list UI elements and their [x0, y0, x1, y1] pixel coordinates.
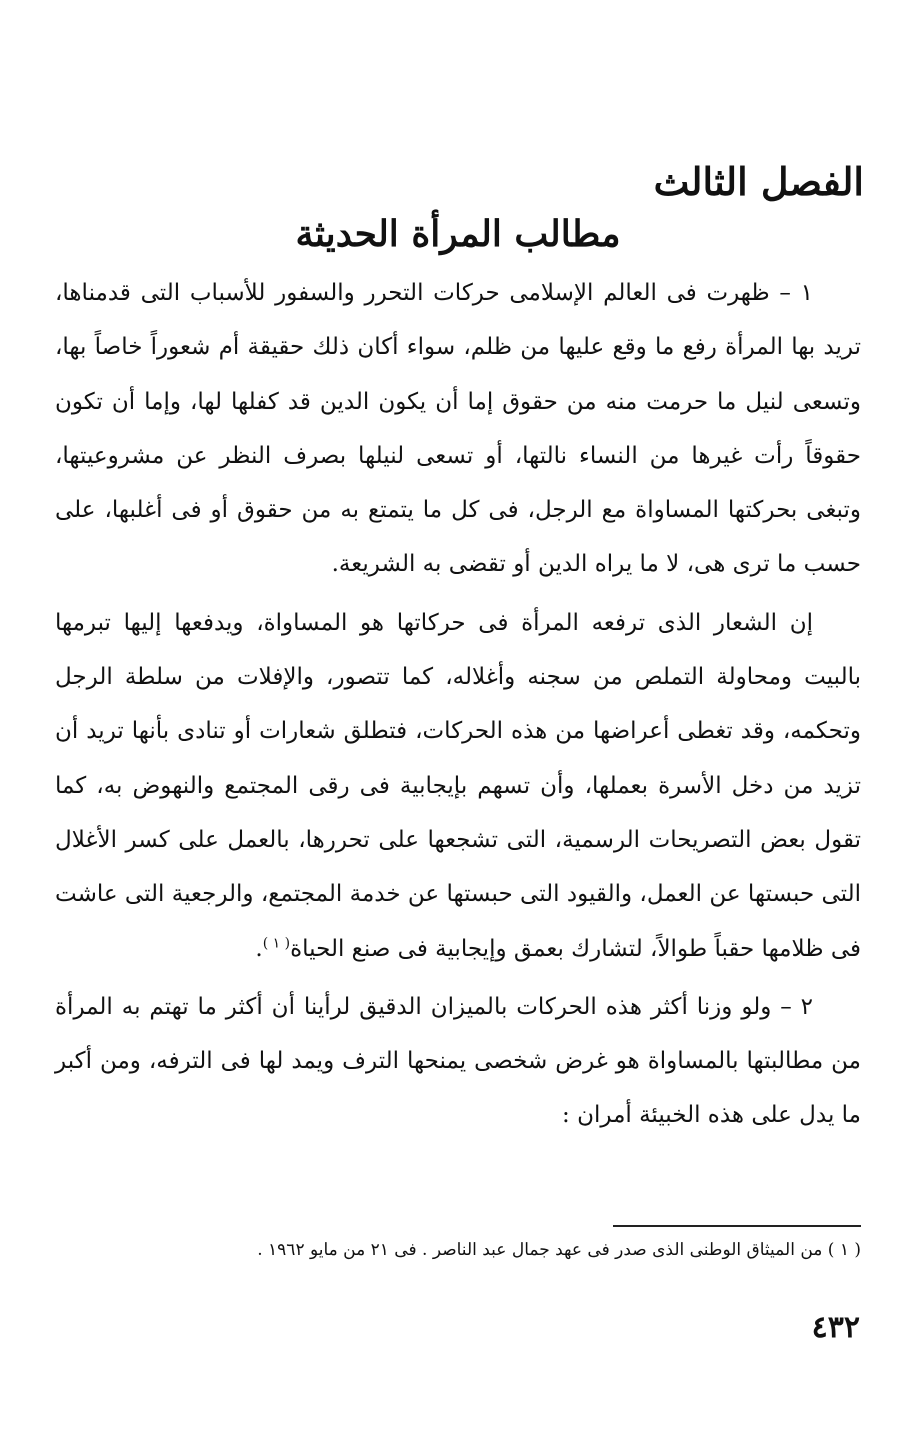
paragraph-1: ١ – ظهرت فى العالم الإسلامى حركات التحرر والسفور للأسباب التى قدمناها، تريد بها المرأة رفع ما وقع عليها من ظلم، سواء أكان ذلك حقيقة أم شعوراً خاصاً بها، وتسعى لنيل ما حرمت منه من حقوق إما أن يكون الدين قد كفلها لها، وإما أن تكون حقوقاً رأت غيرها من النساء نالتها، أو تسعى لنيلها بصرف النظر عن مشروعيتها، وتبغى بحركتها المساواة مع الرجل، فى كل ما يتمتع به من حقوق أو فى أغلبها، على حسب ما ترى هى، لا ما يراه الدين أو تقضى به الشريعة. — [55, 280, 861, 578]
paragraph-2-tail: . — [255, 935, 263, 962]
body-text — [55, 266, 861, 1147]
footnote-reference: ( ١ ) — [262, 934, 291, 951]
paragraph-2 — [55, 596, 861, 976]
paragraph-2-text: إن الشعار الذى ترفعه المرأة فى حركاتها هو المساواة، ويدفعها إليها تبرمها بالبيت ومحاولة التملص من سجنه وأغلاله، كما تتصور، والإفلات من سلطة الرجل وتحكمه، وقد تغطى أعراضها من هذه الحركات، فتطلق شعارات أو تنادى بأنها تريد أن تزيد من دخل الأسرة بعملها، وأن تسهم بإيجابية فى رقى المجتمع والنهوض به، كما تقول بعض التصريحات الرسمية، التى تشجعها على تحررها، بالعمل على كسر الأغلال التى حبستها عن العمل، والقيود التى حبستها عن خدمة المجتمع، والرجعية التى عاشت فى ظلامها حقباً طوالاً، لتشارك بعمق وإيجابية فى صنع الحياة — [55, 609, 861, 962]
footnote-divider — [613, 1225, 861, 1227]
chapter-heading: الفصل الثالث — [653, 159, 864, 204]
chapter-title: مطالب المرأة الحديثة — [295, 213, 621, 255]
page-number: ٤٣٢ — [811, 1310, 860, 1345]
paragraph-3: ٢ – ولو وزنا أكثر هذه الحركات بالميزان الدقيق لرأينا أن أكثر ما تهتم به المرأة من مطالبتها بالمساواة هو غرض شخصى يمنحها الترف ويمد لها فى الترفه، ومن أكبر ما يدل على هذه الخبيئة أمران : — [55, 993, 861, 1129]
footnote: ( ١ ) من الميثاق الوطنى الذى صدر فى عهد جمال عبد الناصر . فى ٢١ من مايو ١٩٦٢ . — [257, 1240, 861, 1260]
